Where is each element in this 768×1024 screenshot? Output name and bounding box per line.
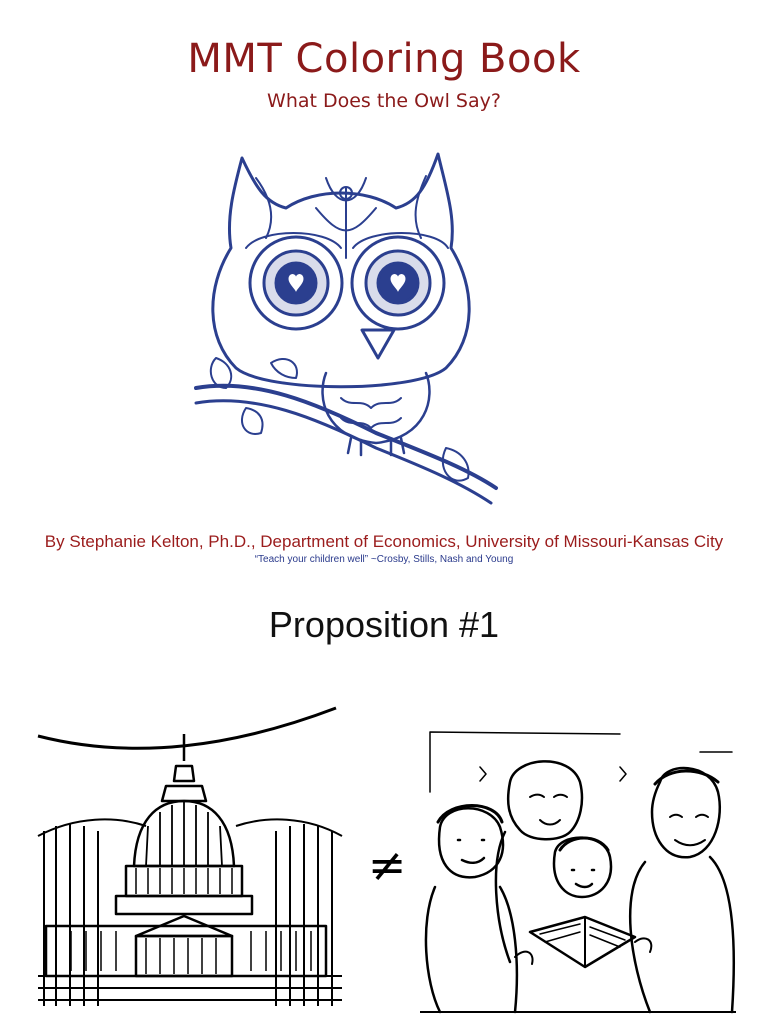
book-subtitle: What Does the Owl Say? — [267, 90, 501, 112]
not-equal-sign: ≠ — [367, 838, 407, 892]
family-reading-illustration — [420, 722, 736, 1018]
book-title: MMT Coloring Book — [187, 36, 581, 82]
proposition-heading: Proposition #1 — [268, 604, 500, 645]
capitol-building-illustration — [36, 706, 346, 1016]
owl-illustration — [176, 148, 506, 508]
epigraph-quote: “Teach your children well” ~Crosby, Stills, Nash and Young — [254, 554, 514, 565]
author-byline: By Stephanie Kelton, Ph.D., Department of Economics, University of Missouri-Kansas City — [44, 532, 724, 551]
